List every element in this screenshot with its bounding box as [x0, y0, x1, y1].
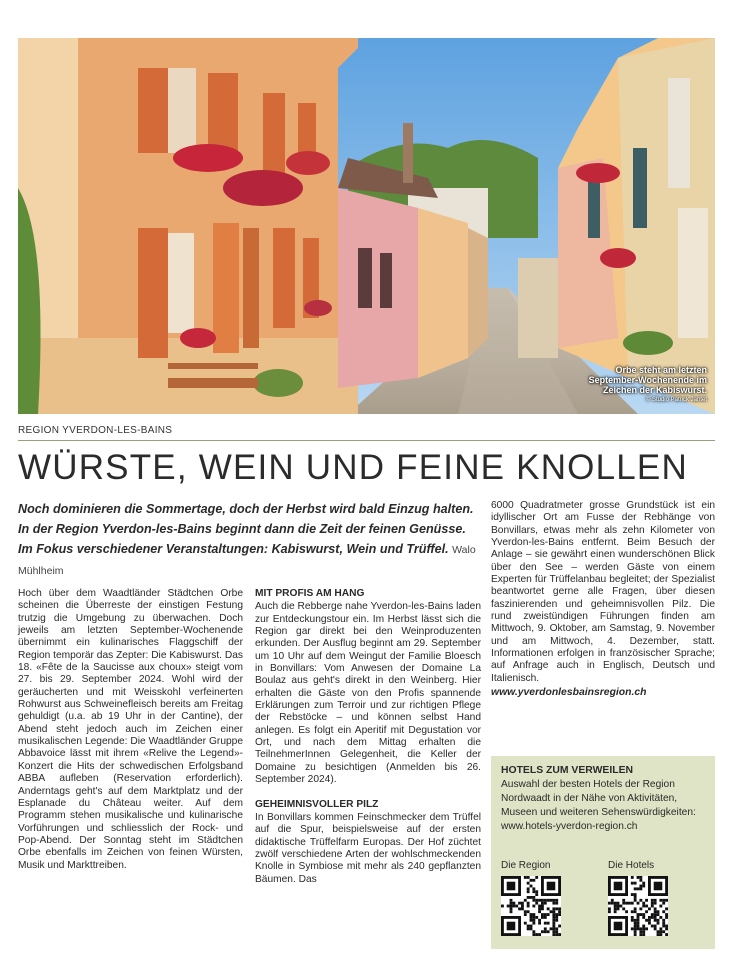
body-paragraph: Auch die Rebberge nahe Yverdon-les-Bains laden zur Entdeckungstour ein. Im Herbst lässt sich die Region gar direkt bei den Weinproduzenten erkunden. Der Ausflug beginnt am 29. September um 10 Uhr auf dem Weingut der Familie Bloesch in Bonvillars: Vom Anwesen der Domaine La Boulaz aus geht's direkt in den Weinberg. Hier erhalten die Gäste von den Profis spannende Erklärungen zum Terroir und zur richtigen Pflege der Rebstöcke – und können selbst Hand anlegen. Es folgt ein Aperitif mit Degustation vor Ort, und nach dem Mittag erhalten die TeilnehmerInnen Gelegenheit, die Keller der Domaine zu besichtigen (Anmelden bis 26. September 2024). [255, 601, 481, 786]
article-lead [18, 499, 480, 581]
info-box-description: Auswahl der besten Hotels der Region Nordwaadt in der Nähe von Aktivitäten, Museen und weiteren Sehenswürdigkeiten: [501, 779, 696, 818]
photo-caption [589, 365, 707, 404]
author-name: Walo Mühlheim [18, 544, 476, 577]
photo-caption-line: Zeichen der Kabiswurst. [602, 385, 707, 395]
qr-code-icon[interactable] [501, 876, 561, 936]
subheading-truffle: GEHEIMNISVOLLER PILZ [255, 798, 379, 810]
body-paragraph: Hoch über dem Waadtländer Städtchen Orbe scheinen die Überreste der einstigen Festung trutzig die Umgebung zu überwachen. Doch jeweils am letzten September-Wochenende übernimmt ein kulinarisches Flaggschiff der Region temporär das Zepter: Die Kabiswurst. Das 18. «Fête de la Saucisse aux choux» steigt vom 27. bis 29. September 2024. Wohl wird der geräucherten und mit Weisskohl verfeinerten Rohwurst aus Schweinefleisch bereits am Freitag gehuldigt (u.a. ab 19 Uhr in der Cantine), der Abend steht jedoch auch im Zeichen einer musikalischen Legende: Die Waadtländer Gruppe Abbavoice lässt mit ihrem «Relive the Legend»-Konzert die Hits der schwedischen Erfolgsband ABBA aufleben (Reservation erforderlich). Anderntags geht's auf dem Marktplatz und der Esplanade du Château weiter. Auf dem Programm stehen musikalische und kulinarische Vorführungen und schliesslich der Rock- und Pop-Abend. Der Sonntag steht im Städtchen Orbe ebenfalls im Zeichen von feinen Würsten, Musik und Markttreiben. [18, 588, 243, 871]
photo-caption-line: September-Wochenende im [588, 375, 707, 385]
qr-code-icon[interactable] [608, 876, 668, 936]
photo-credit: © Studio Patrick Jantet [645, 397, 707, 403]
article-column-3 [491, 500, 715, 700]
body-paragraph: 6000 Quadratmeter grosse Grundstück ist ein idyllischer Ort am Fusse der Rebhänge von Bonvillars, etwas mehr als zehn Kilometer von Yverdon-les-Bains entfernt. Beim Besuch der Anlage – sie gewährt einen wunderschönen Blick über den See – werden Gäste von einem Experten für Trüffelanbau begleitet; der Spezialist beantwortet gerne alle Fragen, über diesen faszinierenden und geheimnisvollen Pilz. Die rund zweistündigen Führungen finden am Mittwoch, 9. Oktober, am Samstag, 9. November und am Mittwoch, 4. Dezember, statt. Informationen erfolgen in französischer Sprache; auf Anfrage auch in Englisch, Deutsch und Italienisch. [491, 500, 715, 684]
info-box-text [501, 778, 705, 834]
website-link[interactable]: www.yverdonlesbainsregion.ch [491, 687, 647, 699]
photo-caption-line: Orbe steht am letzten [615, 365, 707, 375]
street-scene-illustration [18, 38, 715, 414]
body-paragraph: In Bonvillars kommen Feinschmecker dem Trüffel auf die Spur, beispielsweise auf der ersten didaktische Trüffelfarm Europas. Der Hof züchtet zwölf verschiedene Arten der wohlschmeckenden Knolle in Symbiose mit mehr als 240 gepflanzten Bäumen. Das [255, 811, 481, 885]
qr-label-hotels: Die Hotels [608, 860, 655, 871]
lead-text: Noch dominieren die Sommertage, doch der Herbst wird bald Einzug halten. In der Region Yverdon-les-Bains beginnt dann die Zeit der feinen Genüsse. Im Fokus verschiedener Veranstaltungen: Kabiswurst, Wein und Trüffel. [18, 502, 474, 556]
qr-code-row [501, 860, 705, 942]
hotels-url[interactable]: www.hotels-yverdon-region.ch [501, 821, 638, 832]
info-box-title: HOTELS ZUM VERWEILEN [501, 765, 634, 776]
article-column-2 [255, 588, 481, 886]
article-headline: WÜRSTE, WEIN UND FEINE KNOLLEN [18, 448, 688, 487]
hero-photo [18, 38, 715, 414]
qr-block-region [501, 860, 561, 941]
article-column-1 [18, 588, 243, 872]
hotels-info-box [491, 756, 715, 949]
qr-block-hotels [608, 860, 668, 941]
subheading-vineyard: MIT PROFIS AM HANG [255, 588, 365, 599]
qr-label-region: Die Region [501, 860, 551, 871]
section-label: REGION YVERDON-LES-BAINS [18, 425, 715, 441]
